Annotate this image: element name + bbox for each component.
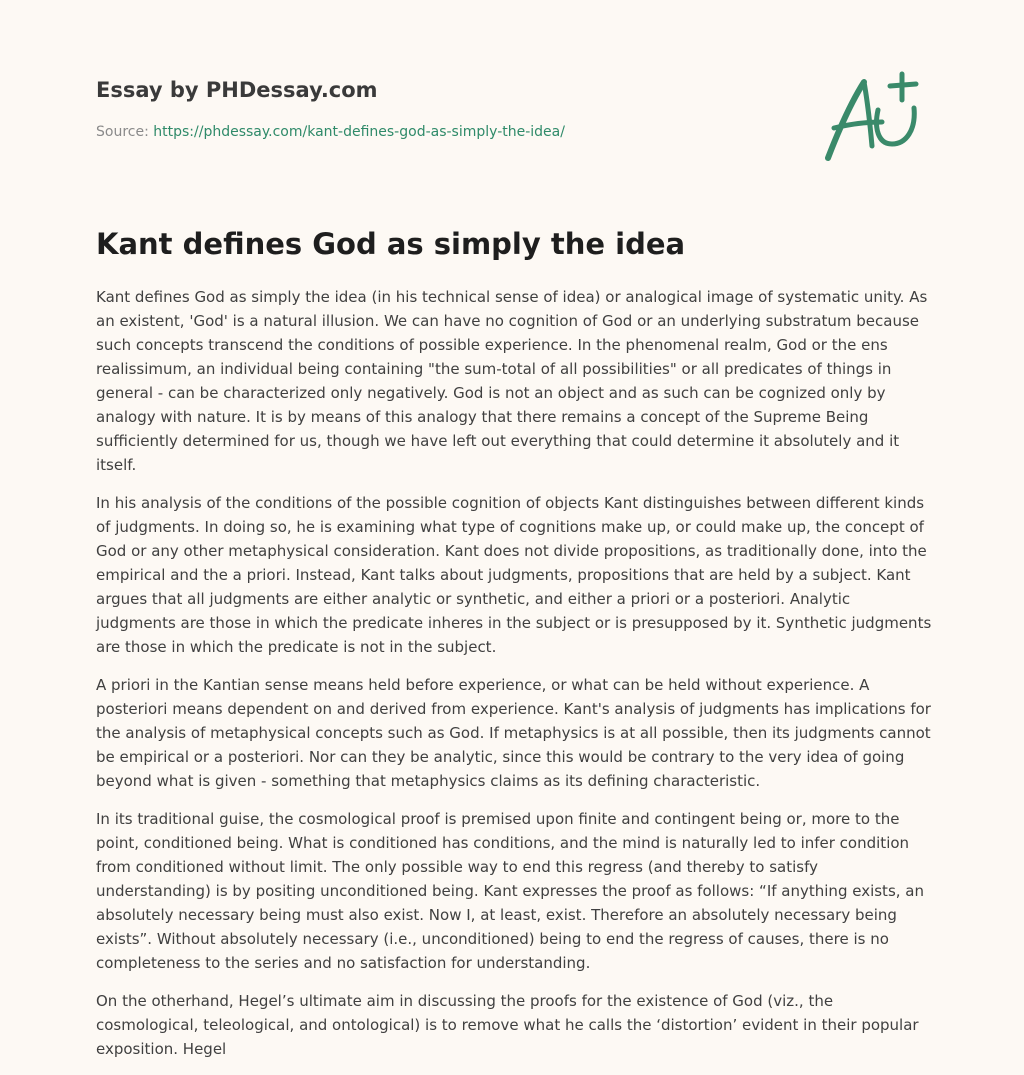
essay-title: Kant defines God as simply the idea: [96, 227, 686, 261]
essay-paragraph-1: Kant defines God as simply the idea (in his technical sense of idea) or analogical image of systematic unity. As an existent, 'God' is a natural illusion. We can have no cognition of God or an underlying substratum because such concepts transcend the conditions of possible experience. In the phenomenal realm, God or the ens realissimum, an individual being containing "the sum-total of all possibilities" or all predicates of things in general - can be characterized only negatively. God is not an object and as such can be cognized only by analogy with nature. It is by means of this analogy that there remains a concept of the Supreme Being sufficiently determined for us, though we have left out everything that could determine it absolutely and it itself.: [96, 288, 928, 474]
essay-paragraph-2: In his analysis of the conditions of the possible cognition of objects Kant distinguishes between different kinds of judgments. In doing so, he is examining what type of cognitions make up, or could make up, the concept of God or any other metaphysical consideration. Kant does not divide propositions, as traditionally done, into the empirical and the a priori. Instead, Kant talks about judgments, propositions that are held by a subject. Kant argues that all judgments are either analytic or synthetic, and either a priori or a posteriori. Analytic judgments are those in which the predicate inheres in the subject or is presupposed by it. Synthetic judgments are those in which the predicate is not in the subject.: [96, 494, 932, 656]
source-link[interactable]: https://phdessay.com/kant-defines-god-as-simply-the-idea/: [153, 124, 565, 140]
essay-header: [96, 76, 796, 142]
a-plus-logo-graphic: [820, 70, 930, 166]
site-brand: Essay by PHDessay.com: [96, 78, 378, 102]
a-plus-icon: [820, 70, 930, 166]
source-line: [96, 122, 796, 142]
essay-paragraph-5: On the otherhand, Hegel’s ultimate aim in discussing the proofs for the existence of God (viz., the cosmological, teleological, and ontological) is to remove what he calls the ‘distortion’ evident in their popular exposition. Hegel: [96, 992, 919, 1058]
essay-paragraph-4: In its traditional guise, the cosmological proof is premised upon finite and contingent being or, more to the point, conditioned being. What is conditioned has conditions, and the mind is naturally led to infer condition from conditioned without limit. The only possible way to end this regress (and thereby to satisfy understanding) is by positing unconditioned being. Kant expresses the proof as follows: “If anything exists, an absolutely necessary being must also exist. Now I, at least, exist. Therefore an absolutely necessary being exists”. Without absolutely necessary (i.e., unconditioned) being to end the regress of causes, there is no completeness to the series and no satisfaction for understanding.: [96, 810, 924, 972]
essay-body: [96, 285, 932, 1075]
source-label: Source:: [96, 124, 154, 140]
essay-paragraph-3: A priori in the Kantian sense means held before experience, or what can be held without experience. A posteriori means dependent on and derived from experience. Kant's analysis of judgments has implications for the analysis of metaphysical concepts such as God. If metaphysics is at all possible, then its judgments cannot be empirical or a posteriori. Nor can they be analytic, since this would be contrary to the very idea of going beyond what is given - something that metaphysics claims as its defining characteristic.: [96, 676, 931, 790]
